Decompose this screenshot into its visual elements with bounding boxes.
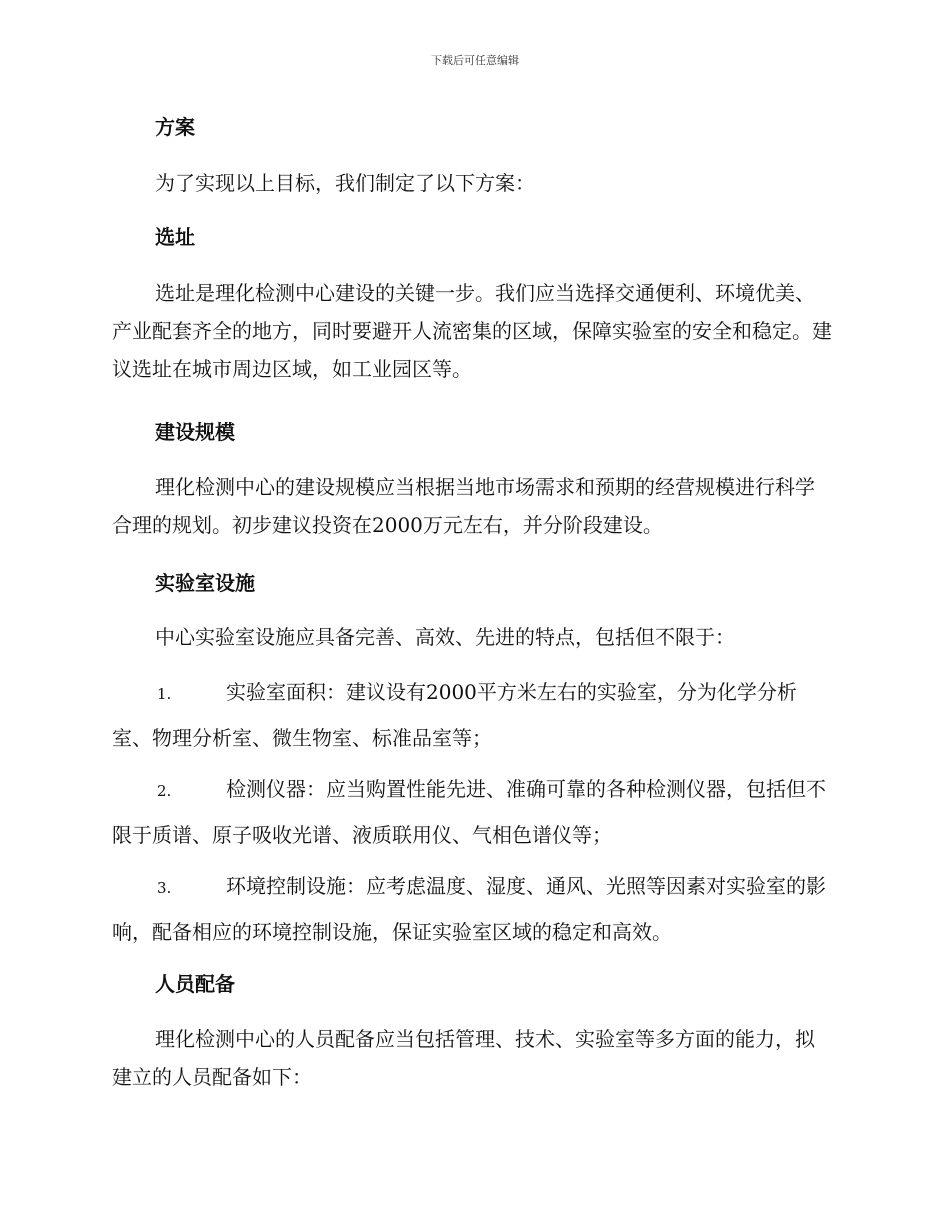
facilities-intro: 中心实验室设施应具备完善、高效、先进的特点，包括但不限于： bbox=[155, 625, 735, 649]
list-item-text: 实验室面积：建议设有2000平方米左右的实验室，分为化学分析室、物理分析室、微生物室、标准品室等； bbox=[112, 680, 797, 750]
list-item-number: 1. bbox=[157, 685, 172, 703]
list-item bbox=[112, 767, 834, 857]
heading-site: 选址 bbox=[155, 225, 195, 249]
heading-staffing: 人员配备 bbox=[155, 972, 235, 996]
heading-facilities: 实验室设施 bbox=[155, 571, 255, 595]
plan-intro: 为了实现以上目标，我们制定了以下方案： bbox=[155, 171, 535, 195]
heading-scale: 建设规模 bbox=[155, 420, 235, 444]
heading-plan: 方案 bbox=[155, 115, 195, 139]
scale-body: 理化检测中心的建设规模应当根据当地市场需求和预期的经营规模进行科学合理的规划。初步建议投资在2000万元左右，并分阶段建设。 bbox=[112, 475, 815, 537]
staffing-body: 理化检测中心的人员配备应当包括管理、技术、实验室等多方面的能力，拟建立的人员配备如下： bbox=[112, 1027, 815, 1089]
site-body: 选址是理化检测中心建设的关键一步。我们应当选择交通便利、环境优美、产业配套齐全的地方，同时要避开人流密集的区域，保障实验室的安全和稳定。建议选址在城市周边区域，如工业园区等。 bbox=[112, 281, 832, 381]
list-item-number: 2. bbox=[157, 782, 172, 800]
list-item-text: 检测仪器：应当购置性能先进、准确可靠的各种检测仪器，包括但不限于质谱、原子吸收光谱、液质联用仪、气相色谱仪等； bbox=[112, 777, 826, 847]
page-header: 下载后可任意编辑 bbox=[431, 54, 519, 67]
list-item bbox=[112, 864, 834, 954]
list-item-number: 3. bbox=[157, 879, 172, 897]
list-item-text: 环境控制设施：应考虑温度、湿度、通风、光照等因素对实验室的影响，配备相应的环境控制设施，保证实验室区域的稳定和高效。 bbox=[112, 874, 826, 944]
list-item bbox=[112, 670, 834, 760]
